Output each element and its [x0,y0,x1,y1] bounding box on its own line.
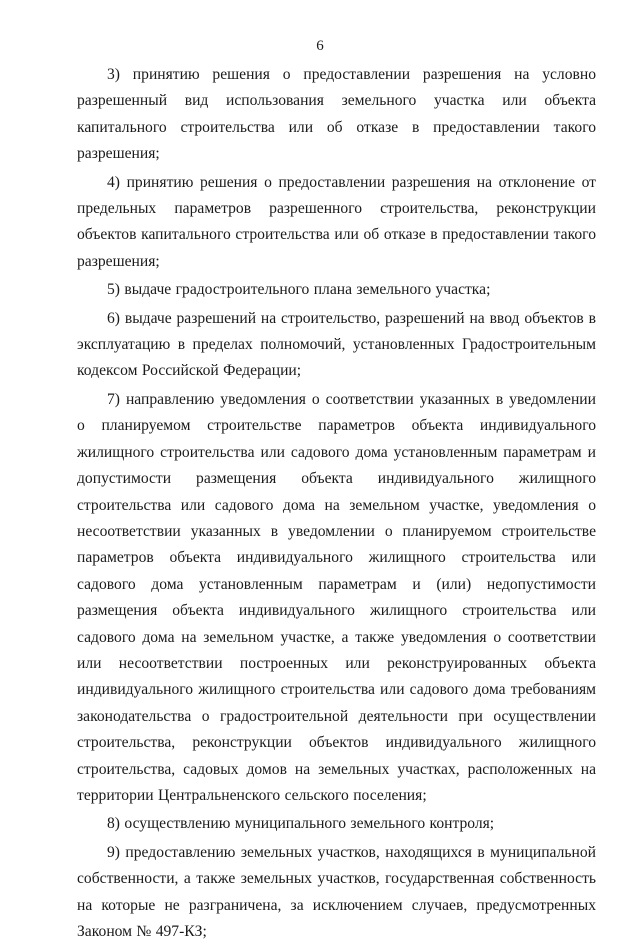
paragraph-7: 7) направлению уведомления о соответствии указанных в уведомлении о планируемом строительстве параметров объекта индивидуального жилищного строительства или садового дома установленным параметрам и допустимости размещения объекта индивидуального жилищного строительства или садового дома на земельном участке, уведомления о несоответствии указанных в уведомлении о планируемом строительстве параметров объекта индивидуального жилищного строительства или садового дома установленным параметрам и (или) недопустимости размещения объекта индивидуального жилищного строительства или садового дома на земельном участке, а также уведомления о соответствии или несоответствии построенных или реконструированных объекта индивидуального жилищного строительства или садового дома требованиям законодательства о градостроительной деятельности при осуществлении строительства, реконструкции объектов индивидуального жилищного строительства, садовых домов на земельных участках, расположенных на территории Центральненского сельского поселения; [77,390,596,804]
paragraph-8: 8) осуществлению муниципального земельного контроля; [107,815,495,833]
document-body [77,62,596,945]
paragraph-6: 6) выдаче разрешений на строительство, разрешений на ввод объектов в эксплуатацию в пределах полномочий, установленных Градостроительным кодексом Российской Федерации; [77,309,596,380]
paragraph-3: 3) принятию решения о предоставлении разрешения на условно разрешенный вид использования земельного участка или объекта капитального строительства или об отказе в предоставлении такого разрешения; [77,66,596,163]
paragraph-4: 4) принятию решения о предоставлении разрешения на отклонение от предельных параметров разрешенного строительства, реконструкции объектов капитального строительства или об отказе в предоставлении такого разрешения; [77,173,596,270]
page-number: 6 [316,38,324,54]
paragraph-9: 9) предоставлению земельных участков, находящихся в муниципальной собственности, а также земельных участков, государственная собственность на которые не разграничена, за исключением случаев, предусмотренных Законом № 497-КЗ; [77,843,596,940]
paragraph-5: 5) выдаче градостроительного плана земельного участка; [107,281,491,299]
